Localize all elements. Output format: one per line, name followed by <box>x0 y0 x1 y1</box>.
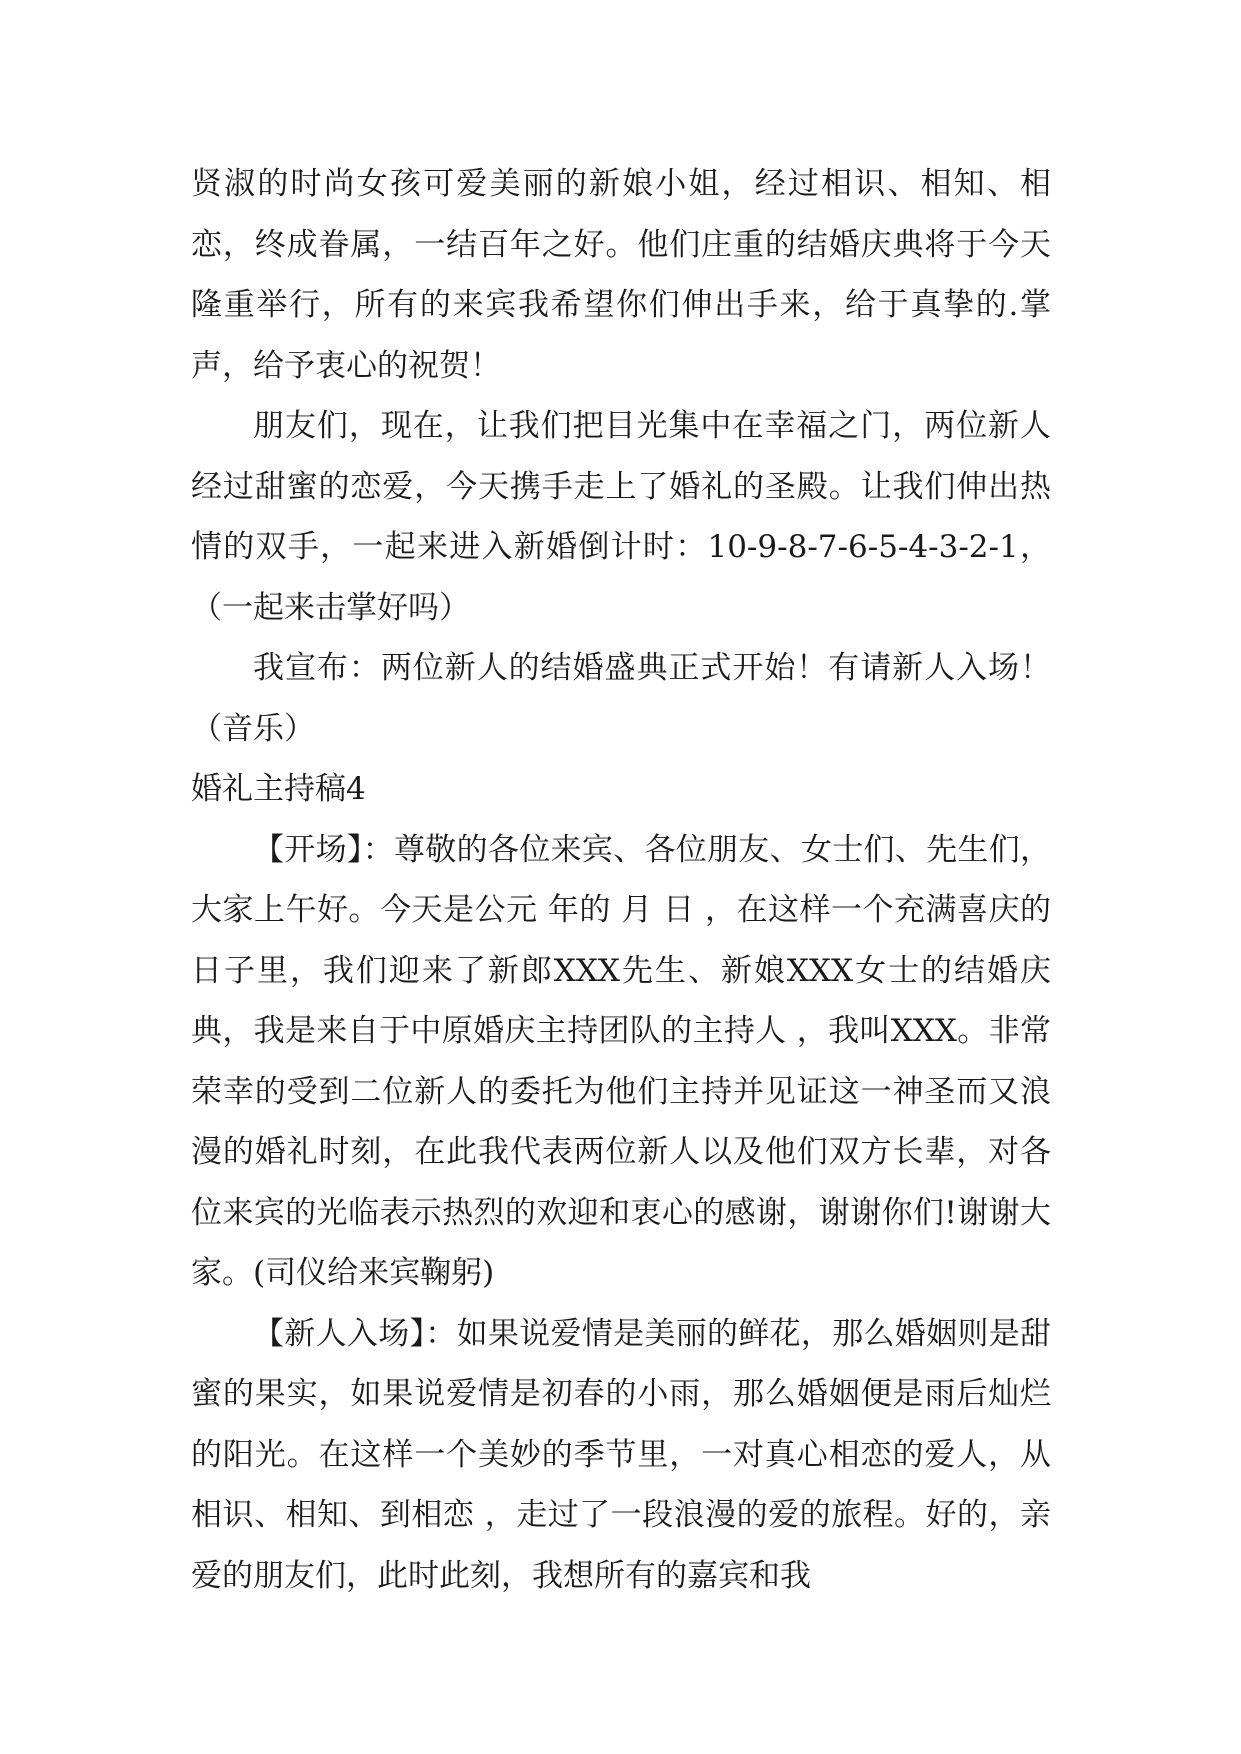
paragraph-4: 【开场】：尊敬的各位来宾、各位朋友、女士们、先生们，大家上午好。今天是公元 年的 月 日 ，在这样一个充满喜庆的日子里，我们迎来了新郎XXX先生、新娘XXX女士的结婚庆典，我是来自于中原婚庆主持团队的主持人 ，我叫XXX。非常荣幸的受到二位新人的委托为他们主持并见证这一神圣而又浪漫的婚礼时刻，在此我代表两位新人以及他们双方长辈，对各位来宾的光临表示热烈的欢迎和衷心的感谢，谢谢你们!谢谢大家。(司仪给来宾鞠躬) <box>191 831 1051 1291</box>
section-title: 婚礼主持稿4 <box>191 771 366 807</box>
paragraph-1: 贤淑的时尚女孩可爱美丽的新娘小姐，经过相识、相知、相恋，终成眷属，一结百年之好。他们庄重的结婚庆典将于今天隆重举行，所有的来宾我希望你们伸出手来，给于真挚的.掌声，给予衷心的祝贺！ <box>191 166 1051 384</box>
paragraph-5: 【新人入场】：如果说爱情是美丽的鲜花，那么婚姻则是甜蜜的果实，如果说爱情是初春的小雨，那么婚姻便是雨后灿烂的阳光。在这样一个美妙的季节里，一对真心相恋的爱人，从相识、相知、到相恋 ，走过了一段浪漫的爱的旅程。好的，亲爱的朋友们，此时此刻，我想所有的嘉宾和我 <box>191 1315 1051 1594</box>
paragraph-2: 朋友们，现在，让我们把目光集中在幸福之门，两位新人经过甜蜜的恋爱，今天携手走上了婚礼的圣殿。让我们伸出热情的双手，一起来进入新婚倒计时：10-9-8-7-6-5-4-3-2-1，（一起来击掌好吗） <box>191 408 1051 626</box>
document-body <box>191 154 1051 1606</box>
paragraph-3: 我宣布：两位新人的结婚盛典正式开始！有请新人入场！（音乐） <box>191 650 1051 747</box>
